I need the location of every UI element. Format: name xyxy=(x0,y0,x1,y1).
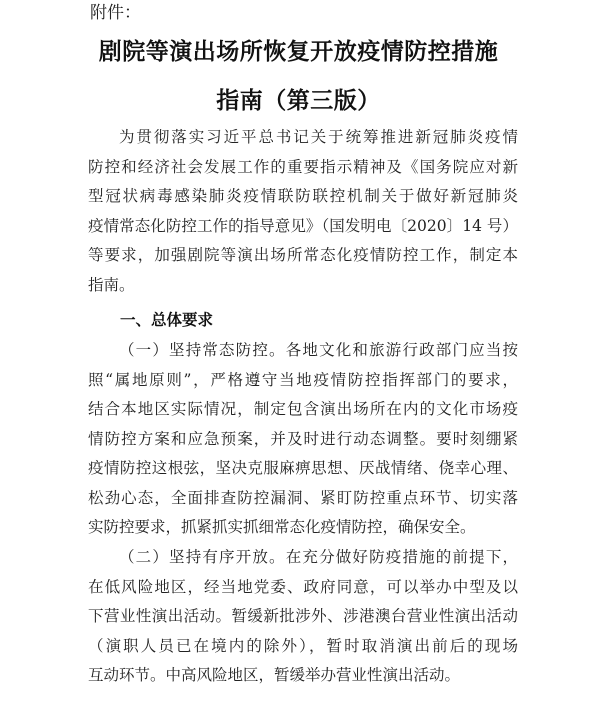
paragraph-line: 实防控要求，抓紧抓实抓细常态化疫情防控，确保安全。 xyxy=(88,518,476,536)
paragraph-line: （二）坚持有序开放。在充分做好防疫措施的前提下， xyxy=(119,548,518,566)
paragraph-1 xyxy=(88,336,518,543)
paragraph-line: 下营业性演出活动。暂缓新批涉外、涉港澳台营业性演出活动 xyxy=(88,607,518,625)
intro-line: 指南。 xyxy=(88,275,135,294)
attachment-label: 附件： xyxy=(90,3,141,23)
paragraph-line: 在低风险地区，经当地党委、政府同意，可以举办中型及以 xyxy=(88,577,518,596)
paragraph-line: 互动环节。中高风险地区，暂缓举办营业性演出活动。 xyxy=(88,666,461,684)
document-title-line-2: 指南（第三版） xyxy=(216,87,381,114)
paragraph-line: 疫情防控这根弦，坚决克服麻痹思想、厌战情绪、侥幸心理、 xyxy=(88,459,518,477)
document-title-line-1: 剧院等演出场所恢复开放疫情防控措施 xyxy=(98,38,499,65)
section-heading: 一、总体要求 xyxy=(120,310,214,329)
paragraph-line: （演职人员已在境内的除外），暂时取消演出前后的现场 xyxy=(88,636,518,655)
paragraph-line: 结合本地区实际情况，制定包含演出场所在内的文化市场疫 xyxy=(88,400,518,418)
paragraph-line: 松劲心态，全面排查防控漏洞、紧盯防控重点环节、切实落 xyxy=(88,488,518,507)
paragraph-line: （一）坚持常态防控。各地文化和旅游行政部门应当按 xyxy=(119,341,518,359)
paragraph-2 xyxy=(88,543,518,691)
intro-paragraph xyxy=(88,123,518,300)
intro-line: 等要求，加强剧院等演出场所常态化疫情防控工作，制定本 xyxy=(88,246,518,264)
intro-line: 型冠状病毒感染肺炎疫情联防联控机制关于做好新冠肺炎 xyxy=(88,187,518,205)
intro-line: 为贯彻落实习近平总书记关于统筹推进新冠肺炎疫情 xyxy=(119,128,518,146)
intro-line: 防控和经济社会发展工作的重要指示精神及《国务院应对新 xyxy=(88,157,518,176)
paragraph-line: 照“属地原则”，严格遵守当地疫情防控指挥部门的要求， xyxy=(88,370,518,389)
paragraph-line: 情防控方案和应急预案，并及时进行动态调整。要时刻绷紧 xyxy=(88,429,518,448)
intro-line: 疫情常态化防控工作的指导意见》（国发明电〔2020〕14 号） xyxy=(88,216,518,235)
